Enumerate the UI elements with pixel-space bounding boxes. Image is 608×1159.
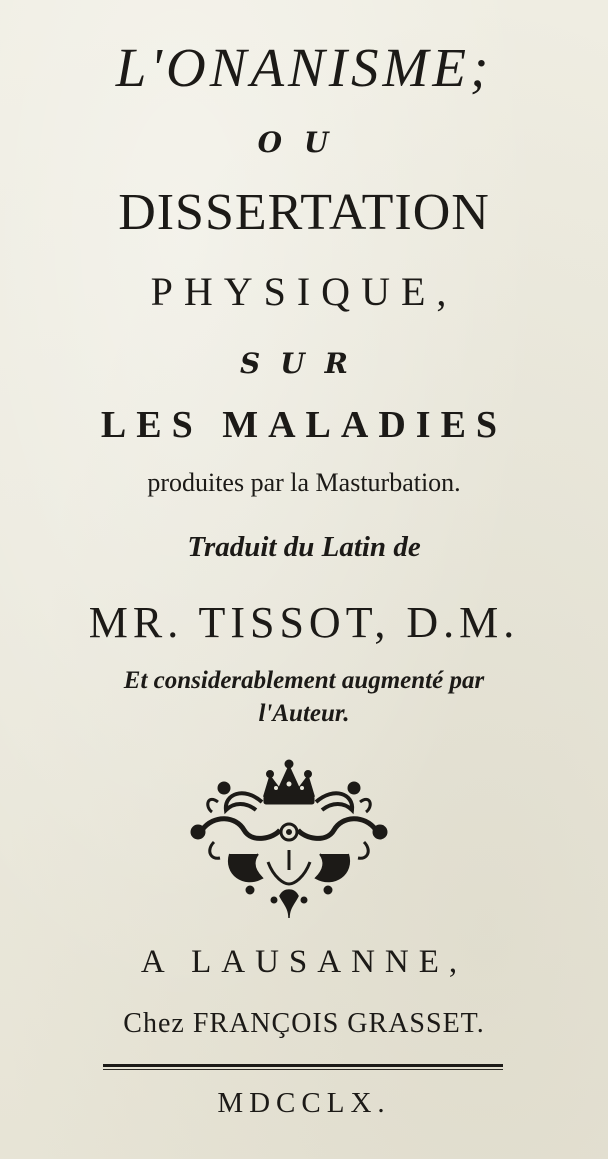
edition-note: Et considerablement augmenté par [123, 667, 485, 694]
translation-note: Traduit du Latin de [187, 531, 421, 563]
imprint-date: MDCCLX. [217, 1087, 391, 1119]
conjunction-ou: OU [257, 126, 351, 159]
imprint-publisher: Chez FRANÇOIS GRASSET. [123, 1008, 485, 1039]
imprint-rule-thick [103, 1064, 503, 1067]
imprint-place: A LAUSANNE, [140, 944, 468, 980]
crown-fleuron-ornament-icon [184, 758, 394, 923]
subtitle-dissertation: DISSERTATION [118, 184, 490, 241]
book-title: L'ONANISME; [115, 37, 493, 98]
author-name: MR. TISSOT, D.M. [88, 598, 520, 647]
subtitle-physique: PHYSIQUE, [150, 269, 458, 314]
preposition-sur: SUR [240, 347, 368, 380]
edition-note-continued: l'Auteur. [258, 700, 350, 727]
subtitle-produites: produites par la Masturbation. [147, 468, 461, 497]
subtitle-maladies: LES MALADIES [100, 404, 508, 446]
imprint-rule-thin [103, 1069, 503, 1070]
